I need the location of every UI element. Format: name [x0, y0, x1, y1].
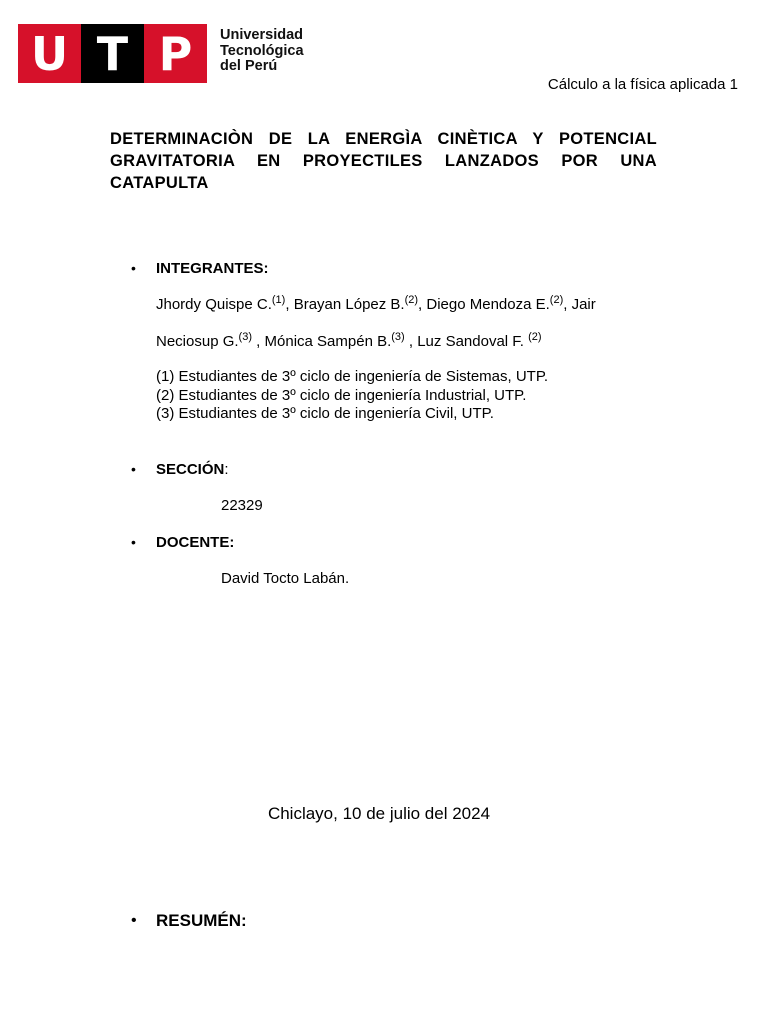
member-name: Mónica Sampén B.: [264, 333, 392, 350]
utp-logo-mark: [18, 24, 207, 83]
member-name: Luz Sandoval F.: [417, 333, 524, 350]
members-line-2: Neciosup G.$^{(3)}$ , Mónica Sampén B.$^{(3)}$ , Luz Sandoval F. $^{(2)}$: [156, 331, 542, 350]
logo-letter-t: T: [81, 24, 144, 83]
affiliation-notes: [156, 368, 548, 424]
member-name: Jhordy Quispe C.: [156, 296, 272, 313]
document-title: DETERMINACIÒN DE LA ENERGÌA CINÈTICA Y POTENCIAL GRAVITATORIA EN PROYECTILES LANZADOS POR UNA CATAPULTA: [110, 130, 657, 192]
bullet-icon: •: [131, 534, 136, 550]
logo-name-line: Universidad: [220, 27, 303, 43]
seccion-heading: [156, 461, 229, 478]
member-ref: (2): [549, 294, 564, 306]
date-location: Chiclayo, 10 de julio del 2024: [267, 804, 491, 823]
member-name: Diego Mendoza E.: [426, 296, 550, 313]
member-ref: (3): [238, 331, 252, 343]
affiliation-note: (2) Estudiantes de 3º ciclo de ingeniería Industrial, UTP.: [156, 386, 527, 404]
utp-logo: [18, 24, 308, 84]
course-header: Cálculo a la física aplicada 1: [547, 76, 738, 93]
members-line-1: Jhordy Quispe C.$^{(1)}$, Brayan López B.$^{(2)}$, Diego Mendoza E.$^{(2)}$, Jair: [156, 294, 596, 313]
member-ref: (1): [271, 294, 286, 306]
affiliation-note: (1) Estudiantes de 3º ciclo de ingeniería de Sistemas, UTP.: [156, 368, 549, 385]
seccion-colon: :: [224, 461, 229, 478]
logo-letter-p: P: [144, 24, 207, 83]
seccion-label: SECCIÓN: [156, 461, 225, 478]
resumen-label: RESUMÉN:: [156, 911, 247, 930]
docente-value: David Tocto Labán.: [221, 570, 350, 587]
member-ref: (2): [404, 294, 419, 306]
logo-university-name: [220, 28, 304, 75]
bullet-icon: •: [131, 260, 136, 276]
member-name: Brayan López B.: [293, 296, 405, 313]
bullet-icon: •: [131, 461, 136, 477]
integrantes-label: INTEGRANTES:: [156, 260, 269, 277]
seccion-value: 22329: [221, 497, 263, 514]
logo-name-line: del Perú: [220, 58, 278, 74]
logo-name-line: Tecnológica: [220, 42, 304, 59]
member-ref: (3): [391, 331, 405, 343]
affiliation-note: (3) Estudiantes de 3º ciclo de ingeniería Civil, UTP.: [156, 405, 494, 422]
bullet-icon: •: [131, 912, 137, 929]
logo-letter-u: U: [18, 24, 81, 83]
docente-label: DOCENTE:: [156, 534, 235, 551]
member-ref: (2): [528, 331, 542, 343]
